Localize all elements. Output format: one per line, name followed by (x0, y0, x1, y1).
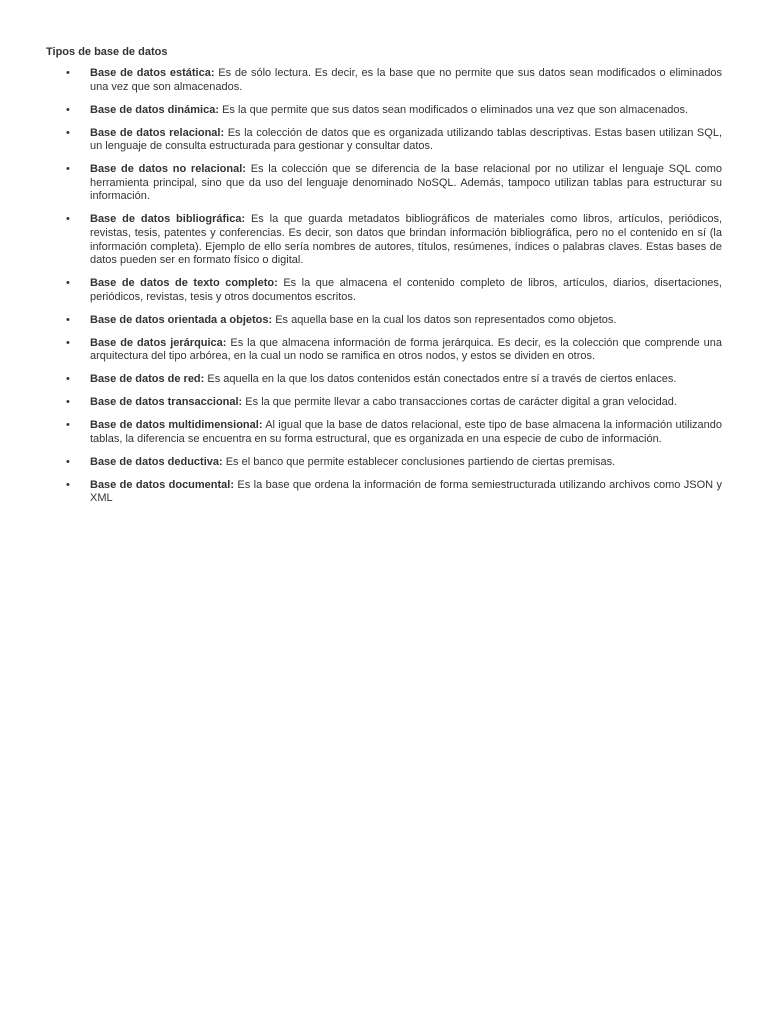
bullet-icon: • (66, 455, 70, 468)
item-description: Es de sólo lectura. Es decir, es la base que no permite que sus datos sean modificados o eliminados una vez que son almacenados. (90, 67, 722, 93)
document-page (46, 45, 722, 515)
item-description: Es la base que ordena la información de forma semiestructurada utilizando archivos como JSON y XML (90, 478, 722, 505)
list-item (46, 213, 722, 267)
item-description: Es la que permite que sus datos sean modificados o eliminados una vez que son almacenados. (222, 103, 689, 116)
bullet-icon: • (66, 103, 70, 116)
item-term: Base de datos jerárquica: (90, 336, 227, 349)
item-term: Base de datos no relacional: (90, 163, 246, 176)
list-item (46, 479, 722, 506)
item-term: Base de datos dinámica: (90, 103, 219, 116)
bullet-icon: • (66, 419, 70, 432)
item-term: Base de datos relacional: (90, 126, 225, 139)
bullet-icon: • (66, 277, 70, 290)
document-title: Tipos de base de datos (46, 46, 168, 58)
item-term: Base de datos bibliográfica: (90, 213, 246, 226)
database-types-list (46, 67, 722, 506)
item-term: Base de datos de texto completo: (90, 277, 278, 290)
bullet-icon: • (66, 67, 70, 79)
item-description: Es la que permite llevar a cabo transacciones cortas de carácter digital a gran velocidad. (245, 396, 677, 409)
item-term: Base de datos multidimensional: (90, 419, 263, 432)
bullet-icon: • (66, 396, 70, 409)
item-term: Base de datos deductiva: (90, 455, 223, 468)
item-term: Base de datos orientada a objetos: (90, 313, 273, 326)
bullet-icon: • (66, 126, 70, 139)
list-item (46, 163, 722, 204)
list-item (46, 67, 722, 94)
item-description: Es la que guarda metadatos bibliográficos de materiales como libros, artículos, periódicos, revistas, tesis, patentes y conferencias. Es decir, son datos que brindan información bibliográfica, pero no el contenido en sí (la información completa). Ejemplo de ello sería nombres de autores, títulos, resúmenes, índices o palabras claves. Estas bases de datos pueden ser en formato físico o digital. (90, 213, 722, 267)
list-item (46, 337, 722, 364)
list-item (46, 277, 722, 304)
list-item (46, 419, 722, 446)
item-description: Es la colección que se diferencia de la base relacional por no utilizar el lenguaje SQL como herramienta principal, sino que da uso del lenguaje denominado NoSQL. Además, tampoco utilizan tablas para estructurar su información. (90, 163, 723, 203)
list-item (46, 104, 722, 118)
bullet-icon: • (66, 163, 70, 176)
bullet-icon: • (66, 336, 70, 349)
item-description: Es la que almacena información de forma jerárquica. Es decir, es la colección que comprende una arquitectura del tipo arbórea, en la cual un nodo se ramifica en otros nodos, y estos se dividen en otros. (90, 336, 723, 363)
item-description: Es aquella en la que los datos contenidos están conectados entre sí a través de ciertos enlaces. (207, 373, 677, 386)
list-item (46, 127, 722, 154)
bullet-icon: • (66, 213, 70, 226)
list-item (46, 456, 722, 470)
item-description: Es aquella base en la cual los datos son representados como objetos. (275, 313, 617, 326)
list-item (46, 373, 722, 387)
item-description: Es el banco que permite establecer conclusiones partiendo de ciertas premisas. (225, 455, 616, 468)
item-description: Es la que almacena el contenido completo de libros, artículos, diarios, disertaciones, periódicos, revistas, tesis y otros documentos escritos. (90, 277, 722, 303)
item-term: Base de datos de red: (90, 373, 205, 386)
bullet-icon: • (66, 478, 70, 491)
item-term: Base de datos transaccional: (90, 396, 243, 409)
item-term: Base de datos estática: (90, 67, 215, 79)
item-description: Al igual que la base de datos relacional, este tipo de base almacena la información utilizando tablas, la diferencia se encuentra en su forma estructural, que es organizada en una especie de cubo de información. (90, 419, 723, 445)
item-term: Base de datos documental: (90, 478, 235, 491)
bullet-icon: • (66, 313, 70, 326)
list-item (46, 314, 722, 328)
list-item (46, 396, 722, 410)
item-description: Es la colección de datos que es organizada utilizando tablas descriptivas. Estas basen utilizan SQL, un lenguaje de consulta estructurada para gestionar y consultar datos. (90, 126, 722, 153)
bullet-icon: • (66, 373, 70, 386)
